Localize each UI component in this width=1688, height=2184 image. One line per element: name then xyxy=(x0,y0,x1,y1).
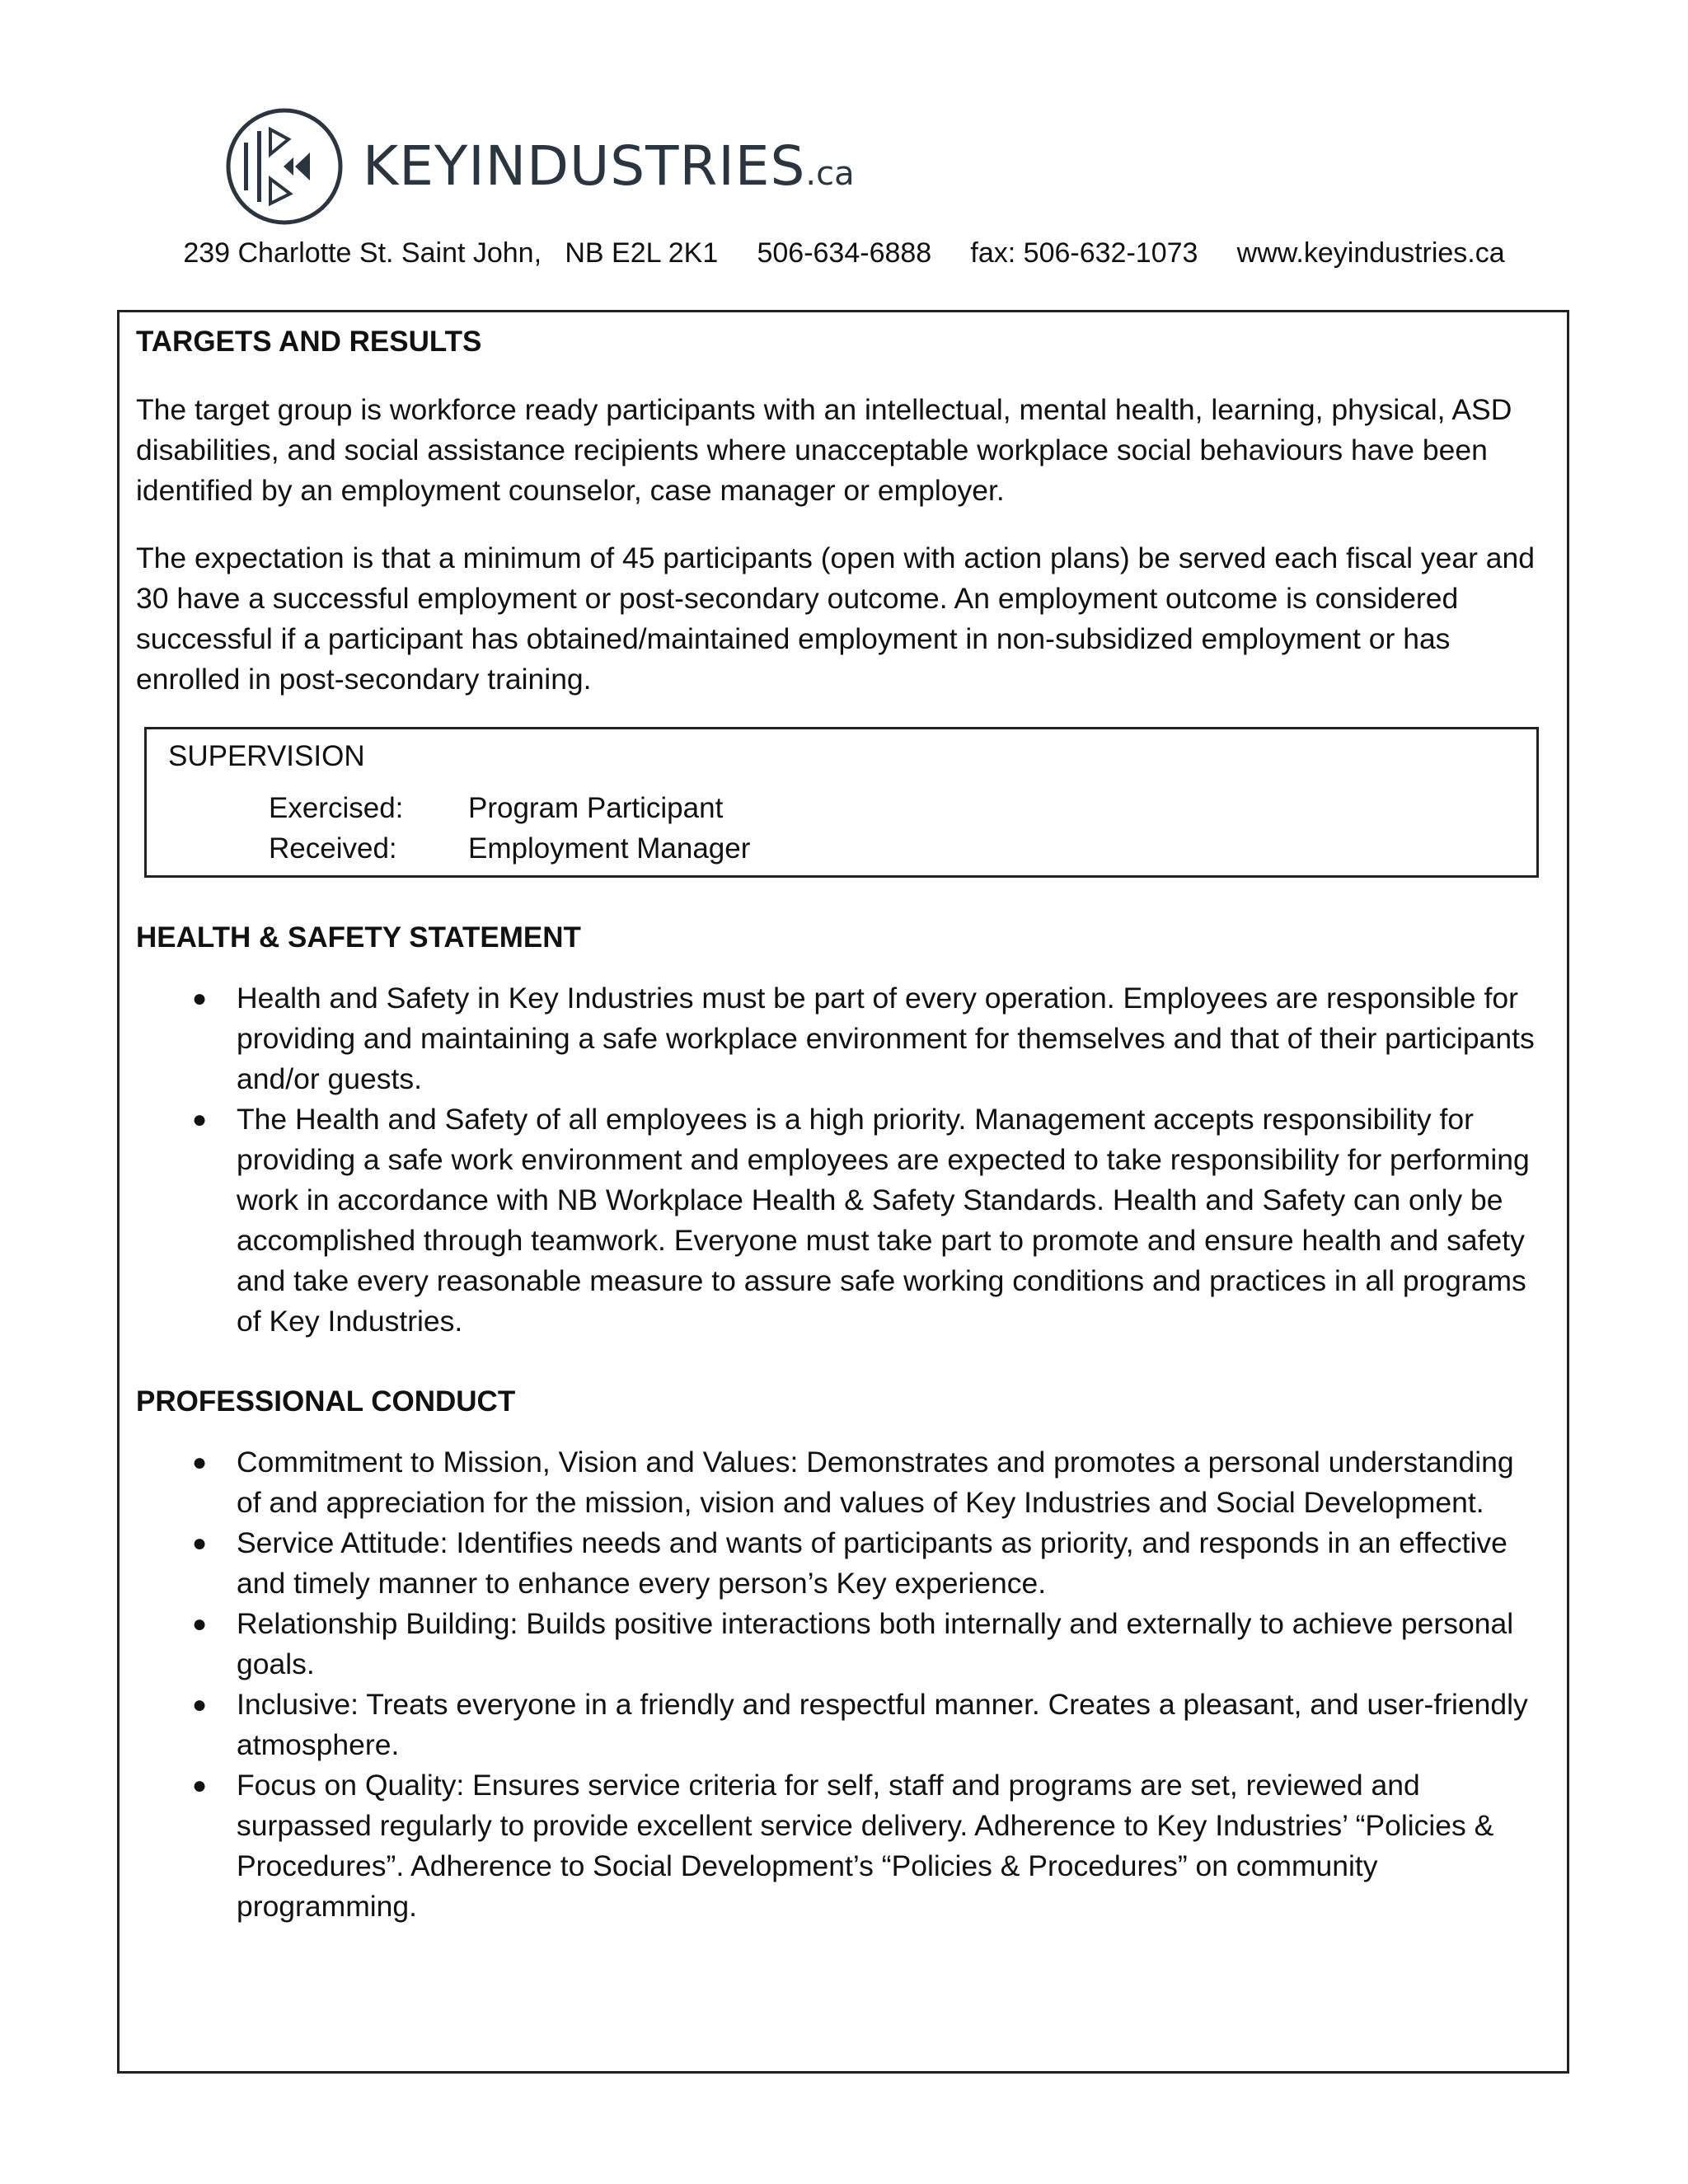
list-item xyxy=(136,1442,1545,1523)
list-item-text: Inclusive: Treats everyone in a friendly and respectful manner. Creates a pleasant, and user-friendly atmosphere. xyxy=(237,1688,1528,1761)
list-item-text: Health and Safety in Key Industries must be part of every operation. Employees are responsible for providing and maintaining a safe workplace environment for themselves and that of their participants and/or guests. xyxy=(237,982,1535,1095)
health-safety-list xyxy=(136,978,1545,1342)
health-safety-heading: HEALTH & SAFETY STATEMENT xyxy=(136,921,581,954)
document-body xyxy=(136,321,1545,1927)
supervision-value: Program Participant xyxy=(468,792,724,824)
logo-wordmark xyxy=(363,134,855,198)
supervision-value: Employment Manager xyxy=(468,832,751,865)
supervision-label: Exercised: xyxy=(269,792,404,824)
company-logo xyxy=(224,105,855,227)
targets-paragraph-2: The expectation is that a minimum of 45 participants (open with action plans) be served each fiscal year and 30 have a successful employment or post-secondary outcome. An employment outcome is considered successful if a participant has obtained/maintained employment in non-subsidized employment or has enrolled in post-secondary training. xyxy=(136,541,1536,696)
bullet-dot-icon: ● xyxy=(192,1610,208,1638)
supervision-label: Received: xyxy=(269,832,397,865)
logo-name: KEYINDUSTRIES xyxy=(363,134,806,198)
supervision-heading: SUPERVISION xyxy=(168,740,365,772)
targets-heading: TARGETS AND RESULTS xyxy=(136,326,482,358)
bullet-dot-icon: ● xyxy=(192,1530,208,1557)
bullet-dot-icon: ● xyxy=(192,1449,208,1476)
bullet-dot-icon: ● xyxy=(192,1106,208,1133)
supervision-box xyxy=(144,727,1539,878)
list-item xyxy=(136,1765,1545,1927)
supervision-row xyxy=(168,828,1515,869)
list-item-text: Relationship Building: Builds positive interactions both internally and externally to achieve personal goals. xyxy=(237,1607,1514,1680)
targets-paragraph-1: The target group is workforce ready participants with an intellectual, mental health, learning, physical, ASD disabilities, and social assistance recipients where unacceptable workplace social behaviours have been identified by an employment counselor, case manager or employer. xyxy=(136,393,1512,507)
bullet-dot-icon: ● xyxy=(192,1772,208,1799)
list-item-text: Commitment to Mission, Vision and Values: Demonstrates and promotes a personal understanding of and appreciation for the mission, vision and values of Key Industries and Social Development. xyxy=(237,1446,1514,1519)
list-item-text: Focus on Quality: Ensures service criteria for self, staff and programs are set, reviewed and surpassed regularly to provide excellent service delivery. Adherence to Key Industries’ “Policies & Procedures”. Adherence to Social Development’s “Policies & Procedures” on community programming. xyxy=(237,1769,1494,1923)
list-item xyxy=(136,1685,1545,1765)
list-item xyxy=(136,1099,1545,1342)
address-line: 239 Charlotte St. Saint John, NB E2L 2K1 506-634-6888 fax: 506-632-1073 www.keyindustries.ca xyxy=(183,237,1505,269)
bullet-dot-icon: ● xyxy=(192,985,208,1012)
supervision-row xyxy=(168,788,1515,828)
list-item-text: Service Attitude: Identifies needs and wants of participants as priority, and responds in an effective and timely manner to enhance every person’s Key experience. xyxy=(237,1526,1507,1600)
list-item xyxy=(136,1604,1545,1685)
list-item xyxy=(136,1523,1545,1604)
list-item-text: The Health and Safety of all employees is a high priority. Management accepts responsibility for providing a safe work environment and employees are expected to take responsibility for performing work in accordance with NB Workplace Health & Safety Standards. Health and Safety can only be accomplished through teamwork. Everyone must take part to promote and ensure health and safety and take every reasonable measure to assure safe working conditions and practices in all programs of Key Industries. xyxy=(237,1103,1530,1338)
key-industries-logo-icon xyxy=(224,106,345,227)
logo-tld: .ca xyxy=(805,155,855,193)
list-item xyxy=(136,978,1545,1099)
bullet-dot-icon: ● xyxy=(192,1691,208,1718)
professional-conduct-list xyxy=(136,1442,1545,1927)
professional-conduct-heading: PROFESSIONAL CONDUCT xyxy=(136,1385,516,1418)
